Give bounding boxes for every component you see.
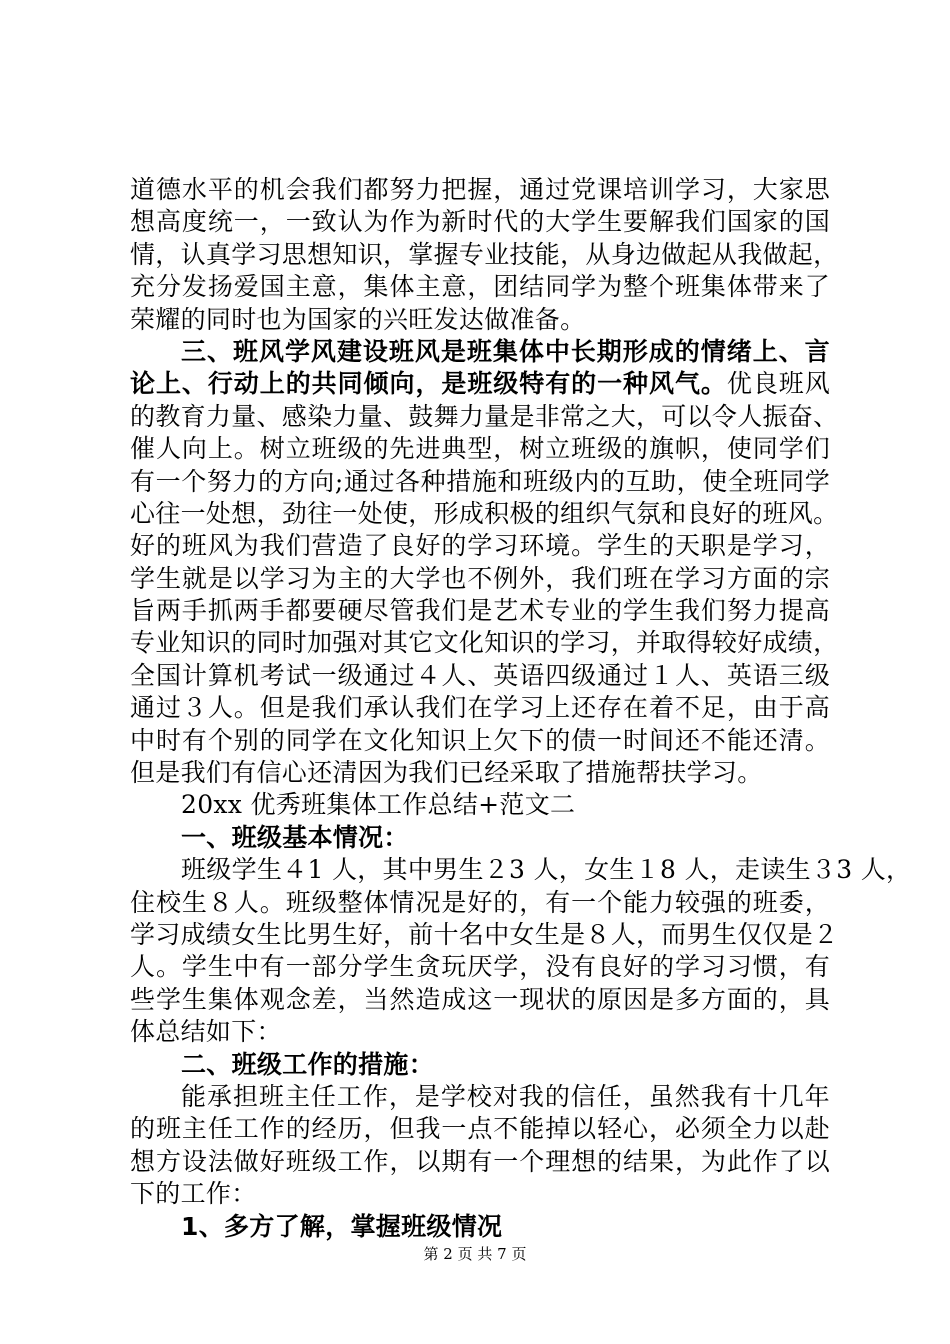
paragraph-line: 充分发扬爱国主意，集体主意，团结同学为整个班集体带来了 xyxy=(130,272,830,302)
paragraph-line: 人。学生中有一部分学生贪玩厌学，没有良好的学习习惯，有 xyxy=(130,952,830,982)
mixed-line xyxy=(130,368,830,400)
paragraph-line: 中时有个别的同学在文化知识上欠下的债一时间还不能还清。 xyxy=(130,725,830,755)
page-footer: 第 2 页 共 7 页 xyxy=(423,1245,527,1263)
paragraph-line: 住校生８人。班级整体情况是好的，有一个能力较强的班委， xyxy=(130,887,830,917)
section-heading-line: 三、班风学风建设班风是班集体中长期形成的情绪上、言 xyxy=(181,336,830,366)
paragraph-line: 但是我们有信心还清因为我们已经采取了措施帮扶学习。 xyxy=(130,758,763,788)
paragraph-line: 想高度统一，一致认为作为新时代的大学生要解我们国家的国 xyxy=(130,207,830,237)
section-heading: 二、班级工作的措施： xyxy=(181,1049,435,1079)
section-heading-tail: 论上、行动上的共同倾向，是班级特有的一种风气。 xyxy=(130,369,727,399)
paragraph-line: 通过３人。但是我们承认我们在学习上还存在着不足，由于高 xyxy=(130,693,830,723)
paragraph-line: 全国计算机考试一级通过４人、英语四级通过１人、英语三级 xyxy=(130,660,830,690)
paragraph-line: 学生就是以学习为主的大学也不例外，我们班在学习方面的宗 xyxy=(130,563,830,593)
document-body xyxy=(130,174,912,1243)
paragraph-line: 催人向上。树立班级的先进典型，树立班级的旗帜，使同学们 xyxy=(130,434,830,464)
paragraph-line: 体总结如下： xyxy=(130,1017,282,1047)
paragraph-line: 学习成绩女生比男生好，前十名中女生是８人，而男生仅仅是２ xyxy=(130,919,839,949)
paragraph-line: 荣耀的同时也为国家的兴旺发达做准备。 xyxy=(130,304,586,334)
paragraph-line: 有一个努力的方向;通过各种措施和班级内的互助，使全班同学 xyxy=(130,466,830,496)
paragraph-line: 情，认真学习思想知识，掌握专业技能，从身边做起从我做起， xyxy=(130,239,839,269)
paragraph-line: 些学生集体观念差，当然造成这一现状的原因是多方面的，具 xyxy=(130,984,830,1014)
paragraph-line: 好的班风为我们营造了良好的学习环境。学生的天职是学习， xyxy=(130,531,830,561)
paragraph-line: 的教育力量、感染力量、鼓舞力量是非常之大，可以令人振奋、 xyxy=(130,401,839,431)
paragraph-line: 的班主任工作的经历，但我一点不能掉以轻心，必须全力以赴 xyxy=(130,1114,830,1144)
paragraph-line: 专业知识的同时加强对其它文化知识的学习，并取得较好成绩， xyxy=(130,628,839,658)
paragraph-line: 想方设法做好班级工作，以期有一个理想的结果，为此作了以 xyxy=(130,1146,830,1176)
paragraph-line: 班级学生４1 人，其中男生２3 人，女生１8 人，走读生３3 人， xyxy=(181,855,912,885)
paragraph-line: 能承担班主任工作，是学校对我的信任，虽然我有十几年 xyxy=(181,1081,830,1111)
section-heading: 一、班级基本情况： xyxy=(181,822,409,852)
paragraph-fragment: 优良班风 xyxy=(726,369,830,399)
paragraph-line: 心往一处想，劲往一处使，形成积极的组织气氛和良好的班风。 xyxy=(130,498,839,528)
article-title: 20xx 优秀班集体工作总结+范文二 xyxy=(181,790,576,820)
paragraph-line: 道德水平的机会我们都努力把握，通过党课培训学习，大家思 xyxy=(130,175,830,204)
paragraph-line: 旨两手抓两手都要硬尽管我们是艺术专业的学生我们努力提高 xyxy=(130,596,830,626)
paragraph-line: 下的工作： xyxy=(130,1179,257,1209)
subsection-heading: 1、多方了解，掌握班级情况 xyxy=(181,1211,503,1241)
